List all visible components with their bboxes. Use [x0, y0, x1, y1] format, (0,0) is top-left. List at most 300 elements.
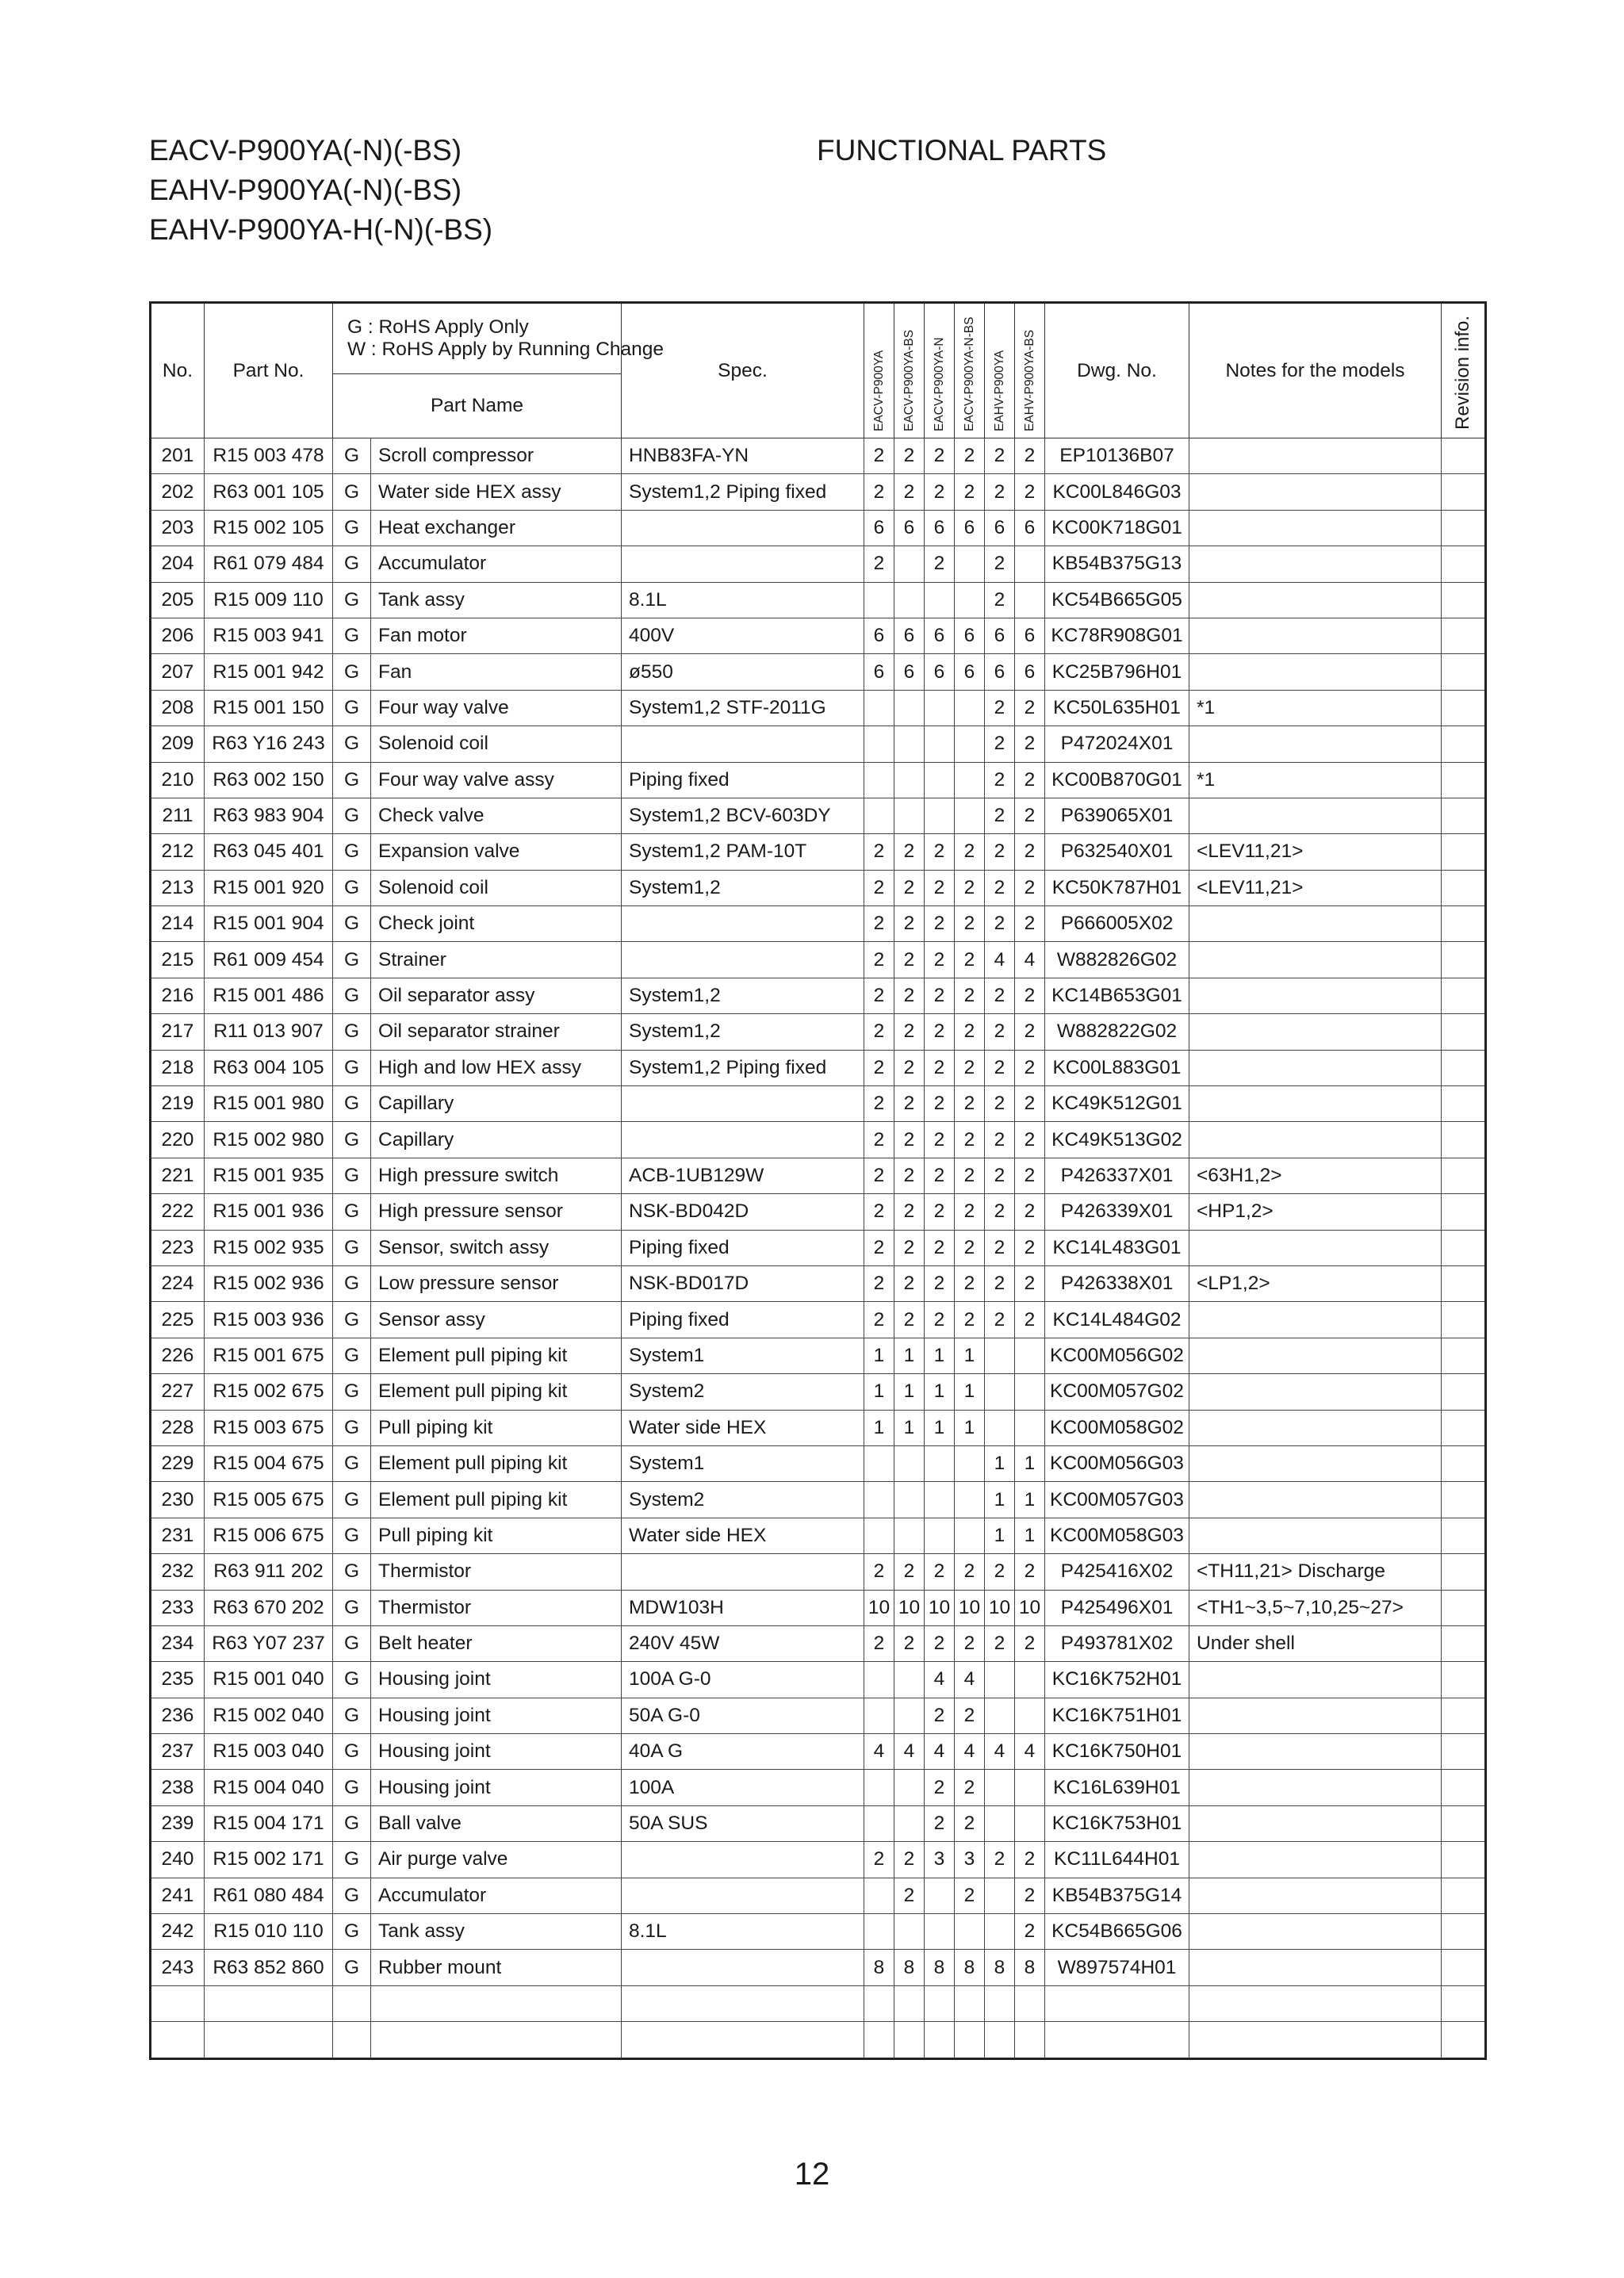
cell-qty — [894, 1662, 925, 1698]
cell-revision — [1442, 1338, 1486, 1373]
cell-part-name: Tank assy — [371, 582, 622, 618]
cell-qty: 2 — [894, 834, 925, 870]
cell-qty: 2 — [864, 1230, 894, 1265]
cell-qty — [894, 690, 925, 726]
cell-part-name: Thermistor — [371, 1590, 622, 1625]
cell-spec: 240V 45W — [622, 1625, 864, 1661]
cell-qty: 10 — [894, 1590, 925, 1625]
cell-qty — [864, 1482, 894, 1518]
table-row — [151, 1302, 1486, 1338]
table-row — [151, 1698, 1486, 1733]
cell-dwg-no: KC00M056G03 — [1045, 1445, 1189, 1481]
table-row — [151, 1482, 1486, 1518]
cell-notes: *1 — [1189, 762, 1442, 798]
cell-notes — [1189, 1445, 1442, 1481]
model-list — [149, 131, 492, 250]
cell-qty: 1 — [925, 1374, 955, 1410]
cell-qty: 4 — [1015, 942, 1045, 978]
cell-qty: 2 — [1015, 1302, 1045, 1338]
cell-spec: 40A G — [622, 1734, 864, 1770]
cell-no: 203 — [151, 510, 205, 546]
cell-qty: 2 — [864, 1122, 894, 1158]
cell-spec: 50A G-0 — [622, 1698, 864, 1733]
cell-no: 210 — [151, 762, 205, 798]
cell-qty: 2 — [955, 1302, 985, 1338]
cell-qty: 4 — [955, 1734, 985, 1770]
table-row — [151, 438, 1486, 474]
cell-part-name: Fan motor — [371, 618, 622, 653]
cell-notes — [1189, 1338, 1442, 1373]
cell-revision — [1442, 690, 1486, 726]
cell-qty: 4 — [925, 1662, 955, 1698]
cell-qty: 2 — [925, 1805, 955, 1841]
cell-qty: 2 — [925, 1625, 955, 1661]
table-row — [151, 546, 1486, 582]
cell-rohs: G — [333, 654, 371, 690]
cell-qty — [955, 1985, 985, 2021]
cell-revision — [1442, 510, 1486, 546]
cell-qty: 6 — [1015, 618, 1045, 653]
cell-qty — [985, 2022, 1015, 2058]
cell-no: 212 — [151, 834, 205, 870]
cell-notes — [1189, 582, 1442, 618]
cell-qty: 2 — [955, 942, 985, 978]
cell-qty: 2 — [1015, 906, 1045, 942]
cell-qty: 2 — [955, 1050, 985, 1085]
cell-qty: 2 — [925, 1770, 955, 1805]
cell-dwg-no: KC49K513G02 — [1045, 1122, 1189, 1158]
cell-spec — [622, 942, 864, 978]
cell-qty: 2 — [985, 870, 1015, 905]
cell-revision — [1442, 906, 1486, 942]
cell-no: 233 — [151, 1590, 205, 1625]
table-row — [151, 1734, 1486, 1770]
cell-part-no: R63 Y07 237 — [205, 1625, 333, 1661]
cell-qty — [985, 1410, 1015, 1445]
table-row — [151, 1662, 1486, 1698]
cell-part-no: R15 003 478 — [205, 438, 333, 474]
cell-no: 237 — [151, 1734, 205, 1770]
cell-part-no: R61 009 454 — [205, 942, 333, 978]
cell-part-no: R63 001 105 — [205, 474, 333, 510]
cell-qty: 4 — [894, 1734, 925, 1770]
cell-part-name: Belt heater — [371, 1625, 622, 1661]
cell-qty: 2 — [1015, 1554, 1045, 1590]
cell-qty: 2 — [985, 834, 1015, 870]
cell-qty: 2 — [925, 1302, 955, 1338]
cell-no: 207 — [151, 654, 205, 690]
cell-revision — [1442, 618, 1486, 653]
cell-qty — [1015, 1662, 1045, 1698]
cell-revision — [1442, 1194, 1486, 1230]
cell-dwg-no: KC00K718G01 — [1045, 510, 1189, 546]
cell-dwg-no: P666005X02 — [1045, 906, 1189, 942]
cell-revision — [1442, 546, 1486, 582]
cell-revision — [1442, 834, 1486, 870]
cell-qty — [864, 1914, 894, 1950]
cell-dwg-no: P472024X01 — [1045, 726, 1189, 762]
cell-no: 224 — [151, 1265, 205, 1301]
cell-qty — [894, 798, 925, 833]
cell-part-no: R63 002 150 — [205, 762, 333, 798]
cell-qty — [864, 582, 894, 618]
cell-qty: 10 — [925, 1590, 955, 1625]
cell-rohs: G — [333, 798, 371, 833]
cell-qty — [955, 582, 985, 618]
cell-spec: System2 — [622, 1482, 864, 1518]
cell-rohs: G — [333, 1914, 371, 1950]
cell-part-name: Fan — [371, 654, 622, 690]
cell-qty: 6 — [955, 618, 985, 653]
table-row — [151, 1194, 1486, 1230]
cell-no: 226 — [151, 1338, 205, 1373]
cell-qty: 2 — [955, 1265, 985, 1301]
cell-no: 214 — [151, 906, 205, 942]
table-row — [151, 1338, 1486, 1373]
table-row — [151, 582, 1486, 618]
cell-qty — [894, 1518, 925, 1553]
cell-notes — [1189, 978, 1442, 1013]
cell-part-name: Scroll compressor — [371, 438, 622, 474]
cell-qty: 2 — [955, 1122, 985, 1158]
cell-qty: 2 — [1015, 1230, 1045, 1265]
cell-qty — [864, 690, 894, 726]
cell-notes — [1189, 654, 1442, 690]
cell-part-no: R15 004 675 — [205, 1445, 333, 1481]
cell-spec: Water side HEX — [622, 1410, 864, 1445]
cell-dwg-no: KC00L846G03 — [1045, 474, 1189, 510]
table-row — [151, 1122, 1486, 1158]
cell-qty: 2 — [955, 906, 985, 942]
cell-rohs: G — [333, 834, 371, 870]
cell-revision — [1442, 798, 1486, 833]
cell-rohs: G — [333, 546, 371, 582]
cell-rohs: G — [333, 1554, 371, 1590]
cell-part-name: Housing joint — [371, 1770, 622, 1805]
cell-qty: 2 — [1015, 1265, 1045, 1301]
cell-part-name: Rubber mount — [371, 1950, 622, 1985]
cell-qty — [864, 2022, 894, 2058]
cell-dwg-no: KC54B665G06 — [1045, 1914, 1189, 1950]
cell-part-no: R15 002 171 — [205, 1842, 333, 1878]
cell-qty: 2 — [894, 942, 925, 978]
cell-qty: 2 — [925, 1554, 955, 1590]
cell-part-no: R15 003 941 — [205, 618, 333, 653]
cell-qty: 2 — [985, 1554, 1015, 1590]
cell-qty: 2 — [985, 1050, 1015, 1085]
cell-qty: 2 — [1015, 1194, 1045, 1230]
cell-revision — [1442, 726, 1486, 762]
cell-no: 204 — [151, 546, 205, 582]
cell-part-name: Oil separator assy — [371, 978, 622, 1013]
cell-qty: 2 — [985, 1122, 1015, 1158]
cell-qty: 2 — [955, 438, 985, 474]
cell-revision — [1442, 1122, 1486, 1158]
cell-qty: 2 — [864, 1554, 894, 1590]
cell-qty: 2 — [985, 1194, 1015, 1230]
cell-qty: 2 — [894, 1014, 925, 1050]
cell-rohs: G — [333, 474, 371, 510]
cell-qty — [925, 798, 955, 833]
cell-dwg-no: KC14L484G02 — [1045, 1302, 1189, 1338]
cell-part-no: R15 002 936 — [205, 1265, 333, 1301]
cell-rohs: G — [333, 1194, 371, 1230]
cell-no: 211 — [151, 798, 205, 833]
cell-rohs: G — [333, 1302, 371, 1338]
table-row — [151, 1554, 1486, 1590]
cell-notes — [1189, 1230, 1442, 1265]
cell-qty: 8 — [864, 1950, 894, 1985]
cell-rohs: G — [333, 1374, 371, 1410]
cell-rohs: G — [333, 1518, 371, 1553]
cell-qty: 2 — [985, 906, 1015, 942]
cell-qty: 2 — [985, 762, 1015, 798]
cell-qty: 1 — [955, 1338, 985, 1373]
cell-revision — [1442, 438, 1486, 474]
header-model-col: EACV-P900YA-N-BS — [955, 303, 985, 438]
table-row — [151, 978, 1486, 1013]
cell-revision — [1442, 654, 1486, 690]
header-model-col: EACV-P900YA-N — [925, 303, 955, 438]
cell-no: 202 — [151, 474, 205, 510]
cell-qty: 8 — [985, 1950, 1015, 1985]
cell-part-no: R15 009 110 — [205, 582, 333, 618]
cell-revision — [1442, 1014, 1486, 1050]
header-notes: Notes for the models — [1189, 303, 1442, 438]
cell-part-no: R15 005 675 — [205, 1482, 333, 1518]
cell-part-name: Element pull piping kit — [371, 1445, 622, 1481]
cell-revision — [1442, 474, 1486, 510]
cell-qty: 2 — [955, 870, 985, 905]
cell-no: 209 — [151, 726, 205, 762]
cell-revision — [1442, 2022, 1486, 2058]
cell-rohs: G — [333, 1086, 371, 1122]
cell-notes — [1189, 510, 1442, 546]
cell-part-no: R15 001 150 — [205, 690, 333, 726]
cell-dwg-no: P632540X01 — [1045, 834, 1189, 870]
cell-qty: 4 — [864, 1734, 894, 1770]
table-row — [151, 1445, 1486, 1481]
cell-qty — [894, 546, 925, 582]
cell-qty: 6 — [894, 510, 925, 546]
cell-qty: 2 — [985, 978, 1015, 1013]
table-row — [151, 510, 1486, 546]
cell-qty: 2 — [985, 546, 1015, 582]
cell-no: 241 — [151, 1878, 205, 1913]
cell-no: 238 — [151, 1770, 205, 1805]
cell-rohs — [333, 1985, 371, 2021]
cell-qty: 2 — [894, 1878, 925, 1913]
cell-qty: 2 — [955, 1194, 985, 1230]
cell-revision — [1442, 1662, 1486, 1698]
cell-spec: System1,2 Piping fixed — [622, 474, 864, 510]
table-row — [151, 618, 1486, 653]
cell-rohs: G — [333, 1265, 371, 1301]
cell-qty: 2 — [894, 1230, 925, 1265]
cell-qty: 2 — [864, 906, 894, 942]
cell-qty — [985, 1662, 1015, 1698]
cell-part-no: R15 004 040 — [205, 1770, 333, 1805]
cell-qty: 2 — [985, 1014, 1015, 1050]
cell-spec: ø550 — [622, 654, 864, 690]
cell-qty: 1 — [925, 1338, 955, 1373]
legend-g: G : RoHS Apply Only — [347, 316, 529, 338]
cell-qty: 1 — [955, 1374, 985, 1410]
cell-qty — [985, 1985, 1015, 2021]
cell-spec: 100A — [622, 1770, 864, 1805]
cell-no — [151, 1985, 205, 2021]
cell-spec — [622, 1878, 864, 1913]
cell-qty — [925, 726, 955, 762]
cell-qty: 2 — [955, 1086, 985, 1122]
cell-part-name: Pull piping kit — [371, 1410, 622, 1445]
cell-qty: 10 — [864, 1590, 894, 1625]
cell-notes — [1189, 1878, 1442, 1913]
table-row — [151, 1230, 1486, 1265]
cell-qty: 2 — [1015, 1842, 1045, 1878]
cell-qty: 2 — [925, 1265, 955, 1301]
cell-part-no: R15 001 980 — [205, 1086, 333, 1122]
cell-spec: NSK-BD042D — [622, 1194, 864, 1230]
header-part-name: Part Name — [333, 374, 622, 438]
table-row — [151, 726, 1486, 762]
cell-qty: 2 — [864, 474, 894, 510]
cell-dwg-no: KC25B796H01 — [1045, 654, 1189, 690]
cell-part-name: Solenoid coil — [371, 870, 622, 905]
cell-part-name — [371, 1985, 622, 2021]
cell-qty: 2 — [955, 1805, 985, 1841]
cell-qty — [864, 1662, 894, 1698]
cell-qty: 2 — [925, 1014, 955, 1050]
cell-qty: 6 — [864, 654, 894, 690]
cell-qty: 10 — [955, 1590, 985, 1625]
cell-qty — [864, 1878, 894, 1913]
cell-part-name: Four way valve — [371, 690, 622, 726]
cell-qty: 2 — [894, 870, 925, 905]
cell-qty: 2 — [925, 1158, 955, 1193]
cell-part-no: R15 002 105 — [205, 510, 333, 546]
cell-qty: 1 — [894, 1338, 925, 1373]
cell-qty: 2 — [864, 1086, 894, 1122]
cell-notes — [1189, 1662, 1442, 1698]
cell-revision — [1442, 1914, 1486, 1950]
cell-rohs: G — [333, 1842, 371, 1878]
page-number: 12 — [794, 2157, 830, 2192]
cell-rohs: G — [333, 1122, 371, 1158]
cell-qty: 2 — [894, 1050, 925, 1085]
cell-spec: Piping fixed — [622, 1302, 864, 1338]
header-revision: Revision info. — [1442, 303, 1486, 438]
cell-notes — [1189, 1770, 1442, 1805]
cell-spec: Piping fixed — [622, 762, 864, 798]
cell-part-no: R11 013 907 — [205, 1014, 333, 1050]
cell-no: 216 — [151, 978, 205, 1013]
cell-qty — [864, 1985, 894, 2021]
cell-part-name — [371, 2022, 622, 2058]
cell-rohs: G — [333, 762, 371, 798]
cell-qty — [985, 1878, 1015, 1913]
cell-qty: 1 — [925, 1410, 955, 1445]
cell-qty: 2 — [925, 438, 955, 474]
cell-part-no: R15 006 675 — [205, 1518, 333, 1553]
cell-qty — [955, 1445, 985, 1481]
cell-qty — [925, 762, 955, 798]
cell-qty — [1015, 1338, 1045, 1373]
cell-part-no — [205, 1985, 333, 2021]
cell-notes — [1189, 942, 1442, 978]
cell-part-name: Strainer — [371, 942, 622, 978]
cell-notes — [1189, 1950, 1442, 1985]
cell-no: 220 — [151, 1122, 205, 1158]
cell-qty — [985, 1338, 1015, 1373]
cell-dwg-no: EP10136B07 — [1045, 438, 1189, 474]
cell-spec — [622, 546, 864, 582]
cell-part-name: Element pull piping kit — [371, 1374, 622, 1410]
cell-qty: 2 — [894, 1625, 925, 1661]
cell-no: 232 — [151, 1554, 205, 1590]
cell-dwg-no: P426337X01 — [1045, 1158, 1189, 1193]
cell-qty: 2 — [1015, 834, 1045, 870]
cell-qty: 2 — [894, 1842, 925, 1878]
cell-qty: 2 — [864, 546, 894, 582]
cell-part-no: R63 852 860 — [205, 1950, 333, 1985]
cell-qty: 6 — [894, 618, 925, 653]
cell-no: 222 — [151, 1194, 205, 1230]
cell-revision — [1442, 1734, 1486, 1770]
cell-qty: 2 — [1015, 978, 1045, 1013]
cell-spec: HNB83FA-YN — [622, 438, 864, 474]
cell-qty: 1 — [864, 1374, 894, 1410]
cell-qty: 3 — [955, 1842, 985, 1878]
cell-spec — [622, 1985, 864, 2021]
cell-part-no: R15 001 040 — [205, 1662, 333, 1698]
cell-spec: 400V — [622, 618, 864, 653]
cell-spec: NSK-BD017D — [622, 1265, 864, 1301]
cell-qty: 2 — [955, 1625, 985, 1661]
cell-qty: 2 — [864, 1302, 894, 1338]
cell-part-name: Capillary — [371, 1086, 622, 1122]
cell-qty — [985, 1698, 1015, 1733]
cell-notes — [1189, 1518, 1442, 1553]
cell-no: 230 — [151, 1482, 205, 1518]
cell-notes — [1189, 1374, 1442, 1410]
cell-rohs: G — [333, 1338, 371, 1373]
cell-qty: 2 — [925, 1194, 955, 1230]
cell-spec — [622, 726, 864, 762]
cell-spec: Water side HEX — [622, 1518, 864, 1553]
cell-notes — [1189, 1842, 1442, 1878]
cell-revision — [1442, 1050, 1486, 1085]
table-row — [151, 654, 1486, 690]
cell-qty — [894, 582, 925, 618]
table-row — [151, 834, 1486, 870]
cell-qty: 2 — [985, 726, 1015, 762]
cell-qty: 8 — [955, 1950, 985, 1985]
cell-part-no: R15 002 935 — [205, 1230, 333, 1265]
cell-part-no: R63 004 105 — [205, 1050, 333, 1085]
cell-part-name: Capillary — [371, 1122, 622, 1158]
cell-revision — [1442, 1410, 1486, 1445]
cell-rohs: G — [333, 1662, 371, 1698]
cell-revision — [1442, 1482, 1486, 1518]
cell-dwg-no — [1045, 2022, 1189, 2058]
cell-rohs: G — [333, 438, 371, 474]
cell-qty: 2 — [894, 1554, 925, 1590]
cell-qty — [955, 1482, 985, 1518]
cell-qty: 6 — [985, 654, 1015, 690]
cell-qty — [955, 690, 985, 726]
cell-qty — [894, 1914, 925, 1950]
